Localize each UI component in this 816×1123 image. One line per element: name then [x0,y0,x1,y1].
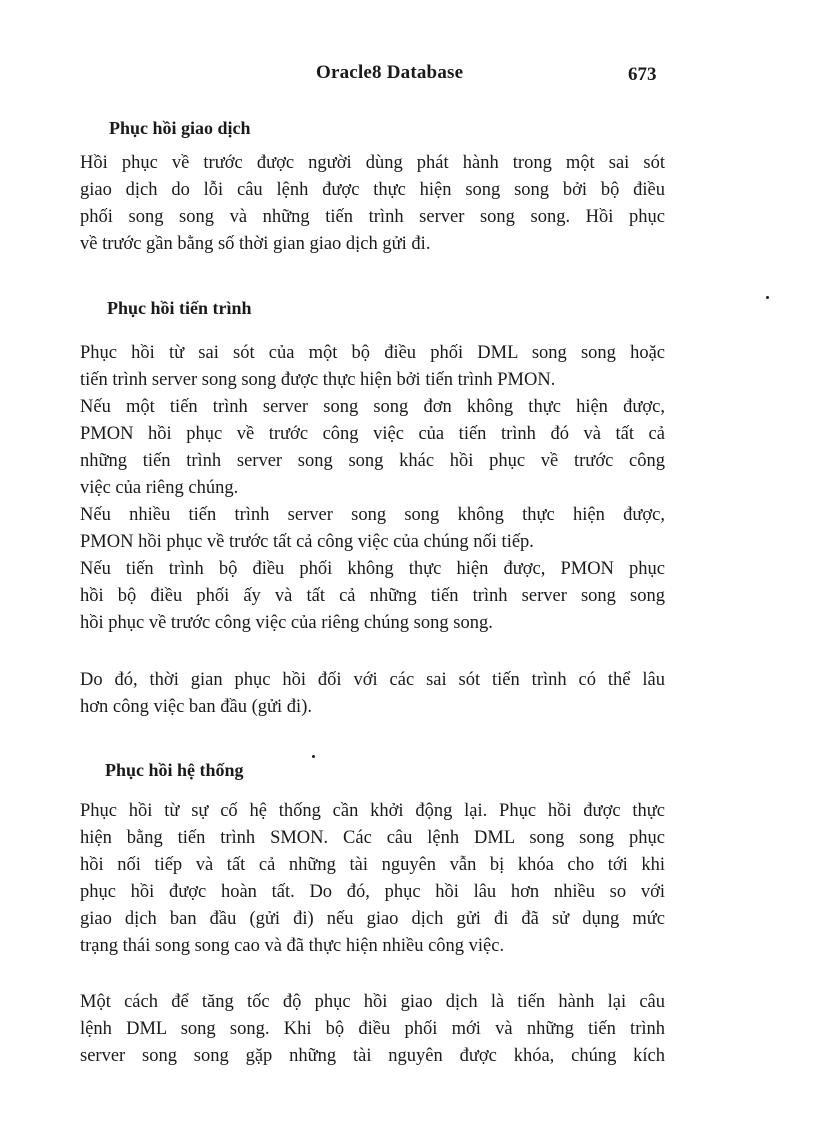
text-line: lệnh DML song song. Khi bộ điều phối mới và những tiến trình [80,1019,665,1039]
page-number: 673 [628,64,657,85]
text-line: Nếu tiến trình bộ điều phối không thực hiện được, PMON phục [80,559,665,579]
text-line: hồi phục về trước công việc của riêng chúng song song. [80,613,493,633]
text-line: Nếu nhiều tiến trình server song song không thực hiện được, [80,505,665,525]
text-line: Hồi phục về trước được người dùng phát hành trong một sai sót [80,153,665,173]
text-line: phối song song và những tiến trình server song song. Hồi phục [80,207,665,227]
text-line: về trước gần bằng số thời gian giao dịch gửi đi. [80,234,431,254]
text-line: phục hồi được hoàn tất. Do đó, phục hồi lâu hơn nhiều so với [80,882,665,902]
text-line: PMON hồi phục về trước công việc của tiến trình đó và tất cả [80,424,665,444]
text-line: việc của riêng chúng. [80,478,239,498]
text-line: những tiến trình server song song khác hồi phục về trước công [80,451,665,471]
text-line: server song song gặp những tài nguyên được khóa, chúng kích [80,1046,665,1066]
paragraph-system-recovery [80,798,665,960]
text-line: Do đó, thời gian phục hồi đối với các sai sót tiến trình có thể lâu [80,670,665,690]
text-line: hồi bộ điều phối ấy và tất cả những tiến trình server song song [80,586,665,606]
text-line: giao dịch ban đầu (gửi đi) nếu giao dịch gửi đi đã sử dụng mức [80,909,665,929]
text-line: Phục hồi từ sự cố hệ thống cần khởi động lại. Phục hồi được thực [80,801,665,821]
text-line: Nếu một tiến trình server song song đơn không thực hiện được, [80,397,665,417]
text-line: Phục hồi từ sai sót của một bộ điều phối DML song song hoặc [80,343,665,363]
paragraph-transaction-recovery [80,150,665,258]
text-line: tiến trình server song song được thực hiện bởi tiến trình PMON. [80,370,556,390]
text-line: hồi nối tiếp và tất cả những tài nguyên vẫn bị khóa cho tới khi [80,855,665,875]
section-heading-system-recovery: Phục hồi hệ thống [105,760,244,780]
text-line: hiện bằng tiến trình SMON. Các câu lệnh DML song song phục [80,828,665,848]
paragraph-process-recovery [80,340,665,637]
text-line: trạng thái song song cao và đã thực hiện nhiều công việc. [80,936,505,956]
running-header [0,62,816,88]
text-line: giao dịch do lỗi câu lệnh được thực hiện song song bởi bộ điều [80,180,665,200]
text-line: hơn công việc ban đầu (gửi đi). [80,697,312,717]
text-line: PMON hồi phục về trước tất cả công việc của chúng nối tiếp. [80,532,534,552]
section-heading-process-recovery: Phục hồi tiến trình [107,298,252,318]
text-line: Một cách để tăng tốc độ phục hồi giao dịch là tiến hành lại câu [80,992,665,1012]
scan-speck [312,755,315,758]
section-heading-transaction-recovery: Phục hồi giao dịch [109,118,251,138]
scan-speck [766,296,769,299]
header-title: Oracle8 Database [316,62,464,83]
paragraph-system-recovery-speedup [80,989,665,1070]
paragraph-process-recovery-note [80,667,665,721]
